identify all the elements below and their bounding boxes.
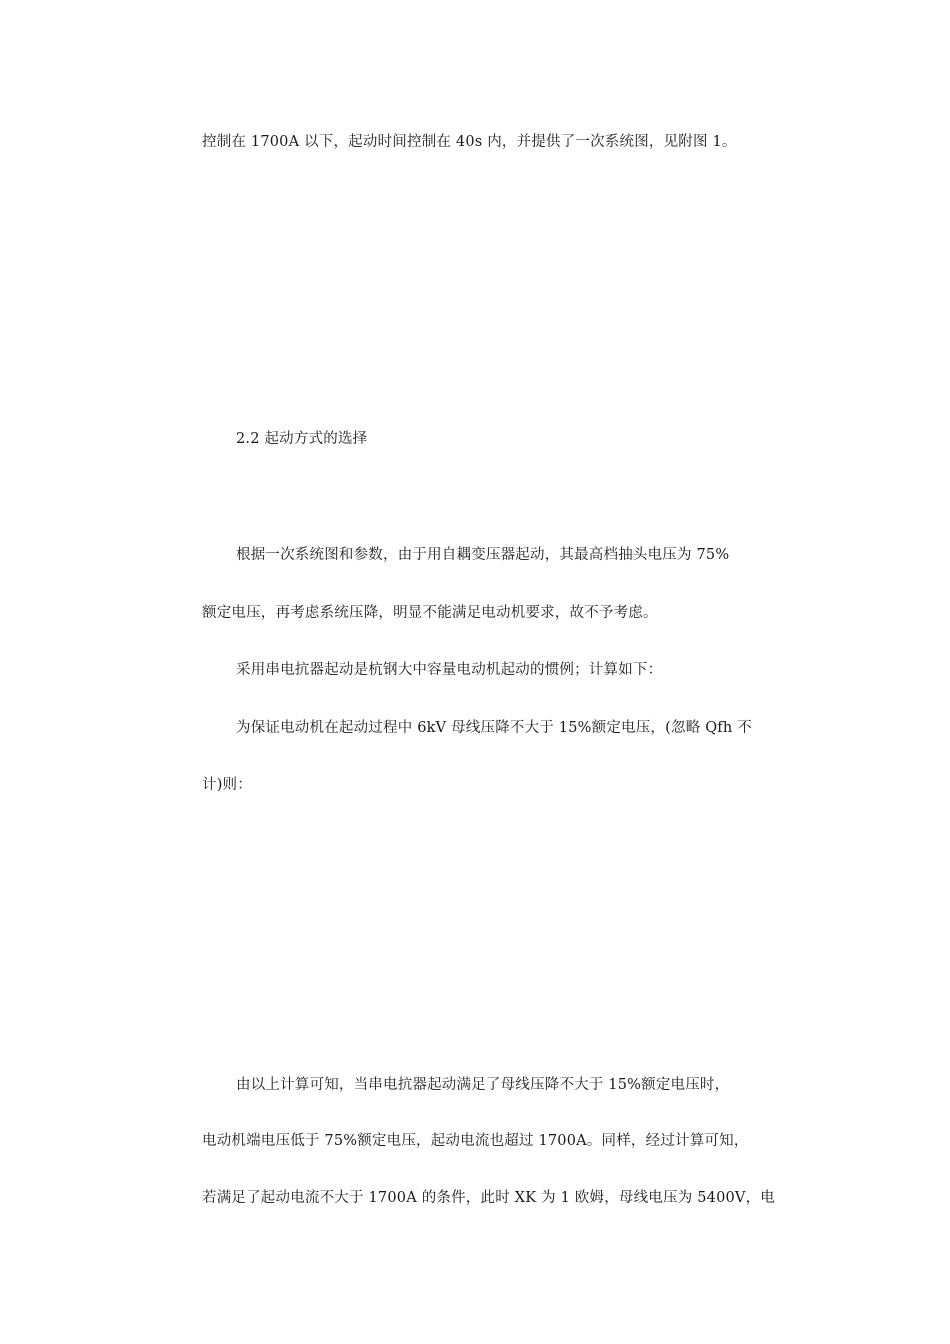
text-line-6: 计)则：	[202, 777, 252, 793]
text-line-7: 由以上计算可知，当串电抗器起动满足了母线压降不大于 15%额定电压时，	[236, 1077, 730, 1093]
text-line-2: 根据一次系统图和参数，由于用自耦变压器起动，其最高档抽头电压为 75%	[236, 547, 730, 563]
text-line-5: 为保证电动机在起动过程中 6kV 母线压降不大于 15%额定电压，(忽略 Qfh 不	[236, 720, 752, 736]
text-line-4: 采用串电抗器起动是杭钢大中容量电动机起动的惯例；计算如下：	[236, 662, 663, 678]
text-line-9: 若满足了起动电流不大于 1700A 的条件，此时 XK 为 1 欧姆，母线电压为 5400V，电	[202, 1190, 775, 1206]
section-heading: 2.2 起动方式的选择	[236, 431, 368, 447]
text-line-3: 额定电压，再考虑系统压降，明显不能满足电动机要求，故不予考虑。	[202, 605, 658, 621]
text-line-1: 控制在 1700A 以下，起动时间控制在 40s 内，并提供了一次系统图，见附图 1。	[202, 134, 737, 150]
text-line-8: 电动机端电压低于 75%额定电压，起动电流也超过 1700A。同样，经过计算可知，	[202, 1133, 749, 1149]
